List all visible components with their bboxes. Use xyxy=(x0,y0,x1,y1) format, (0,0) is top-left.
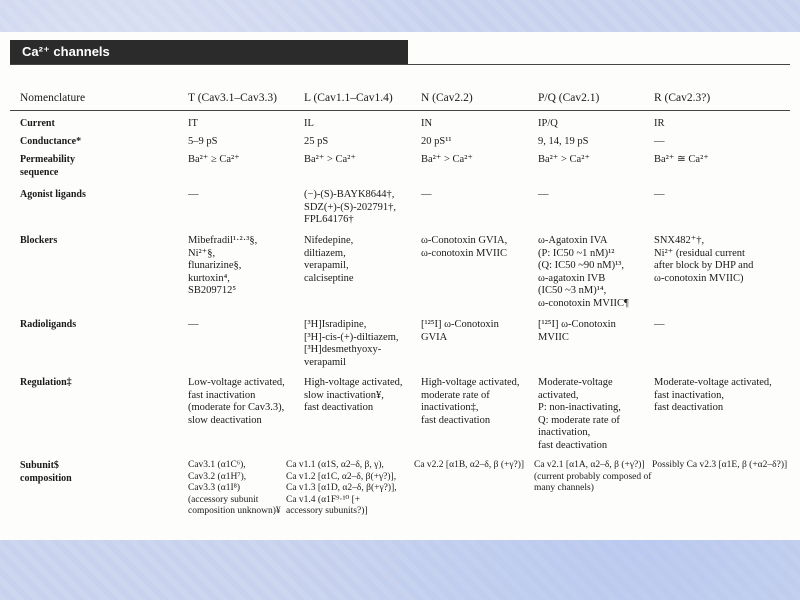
header-l-type: L (Cav1.1–Cav1.4) xyxy=(304,92,393,104)
cell-radioligands-t: — xyxy=(188,319,199,330)
cell-radioligands-r: — xyxy=(654,319,665,330)
cell-conductance-l: 25 pS xyxy=(304,136,329,147)
cell-permeability-r: Ba²⁺ ≅ Ca²⁺ xyxy=(654,154,709,165)
header-n-type: N (Cav2.2) xyxy=(421,92,473,104)
cell-conductance-pq: 9, 14, 19 pS xyxy=(538,136,589,147)
cell-subunits-r: Possibly Ca v2.3 [α1E, β (+α2–δ?)] xyxy=(652,460,788,470)
cell-conductance-r: — xyxy=(654,136,665,147)
cell-blockers-l: Nifedepine, diltiazem, verapamil, calciseptine xyxy=(304,235,354,284)
cell-permeability-t: Ba²⁺ ≥ Ca²⁺ xyxy=(188,154,240,165)
cell-agonists-pq: — xyxy=(538,189,549,200)
table-page xyxy=(0,32,800,540)
header-pq-type: P/Q (Cav2.1) xyxy=(538,92,600,104)
cell-subunits-t: Cav3.1 (α1C⁶), Cav3.2 (α1H⁷), Cav3.3 (α1I⁸) (accessory subunit composition unknown)¥ xyxy=(188,460,281,516)
title-rule xyxy=(10,64,790,65)
header-t-type: T (Cav3.1–Cav3.3) xyxy=(188,92,277,104)
cell-agonists-t: — xyxy=(188,189,199,200)
cell-blockers-t: Mibefradil¹·²·³§, Ni²⁺§, flunarizine§, kurtoxin⁴, SB209712⁵ xyxy=(188,235,258,296)
cell-current-t: IT xyxy=(188,118,198,129)
cell-current-n: IN xyxy=(421,118,433,129)
cell-permeability-n: Ba²⁺ > Ca²⁺ xyxy=(421,154,473,165)
cell-current-r: IR xyxy=(654,118,665,129)
row-label-radioligands: Radioligands xyxy=(20,319,77,330)
cell-radioligands-n: [¹²⁵I] ω-Conotoxin GVIA xyxy=(421,319,499,343)
cell-conductance-n: 20 pS¹¹ xyxy=(421,136,452,147)
cell-agonists-n: — xyxy=(421,189,432,200)
header-nomenclature: Nomenclature xyxy=(20,92,86,104)
row-label-regulation: Regulation‡ xyxy=(20,377,72,388)
cell-conductance-t: 5–9 pS xyxy=(188,136,218,147)
cell-permeability-pq: Ba²⁺ > Ca²⁺ xyxy=(538,154,590,165)
cell-blockers-n: ω-Conotoxin GVIA, ω-conotoxin MVIIC xyxy=(421,235,508,259)
cell-current-l: IL xyxy=(304,118,314,129)
cell-blockers-r: SNX482⁺†, Ni²⁺ (residual current after block by DHP and ω-conotoxin MVIIC) xyxy=(654,235,754,284)
cell-regulation-n: High-voltage activated, moderate rate of inactivation‡, fast deactivation xyxy=(421,377,520,426)
header-rule xyxy=(10,110,790,111)
cell-regulation-l: High-voltage activated, slow inactivation¥, fast deactivation xyxy=(304,377,403,413)
cell-radioligands-l: [³H]Isradipine, [³H]-cis-(+)-diltiazem, [³H]desmethyoxy- verapamil xyxy=(304,319,399,368)
cell-subunits-l: Ca v1.1 (α1S, α2–δ, β, γ), Ca v1.2 [α1C, α2–δ, β(+γ?)], Ca v1.3 [α1D, α2–δ, β(+γ?)], Ca v1.4 (α1F⁹·¹⁰ [+ accessory subunits?)] xyxy=(286,460,397,516)
cell-subunits-pq: Ca v2.1 [α1A, α2–δ, β (+γ?)] (current probably composed of many channels) xyxy=(534,460,652,493)
cell-agonists-l: (−)-(S)-BAYK8644†, SDZ(+)-(S)-202791†, FPL64176† xyxy=(304,189,396,225)
cell-regulation-t: Low-voltage activated, fast inactivation (moderate for Cav3.3), slow deactivation xyxy=(188,377,285,426)
table-title-banner: Ca²⁺ channels xyxy=(10,40,408,64)
row-label-permeability: Permeability sequence xyxy=(20,154,75,178)
cell-radioligands-pq: [¹²⁵I] ω-Conotoxin MVIIC xyxy=(538,319,616,343)
cell-current-pq: IP/Q xyxy=(538,118,558,129)
cell-subunits-n: Ca v2.2 [α1B, α2–δ, β (+γ?)] xyxy=(414,460,525,470)
cell-regulation-r: Moderate-voltage activated, fast inactivation, fast deactivation xyxy=(654,377,772,413)
row-label-subunits: Subunit$ composition xyxy=(20,460,72,484)
row-label-blockers: Blockers xyxy=(20,235,58,246)
cell-blockers-pq: ω-Agatoxin IVA (P: IC50 ~1 nM)¹² (Q: IC50 ~90 nM)¹³, ω-agatoxin IVB (IC50 ~3 nM)¹⁴, ω-conotoxin MVIIC¶ xyxy=(538,235,629,309)
cell-regulation-pq: Moderate-voltage activated, P: non-inactivating, Q: moderate rate of inactivation, fast deactivation xyxy=(538,377,621,451)
row-label-agonists: Agonist ligands xyxy=(20,189,86,200)
header-r-type: R (Cav2.3?) xyxy=(654,92,711,104)
cell-agonists-r: — xyxy=(654,189,665,200)
row-label-current: Current xyxy=(20,118,55,129)
row-label-conductance: Conductance* xyxy=(20,136,82,147)
cell-permeability-l: Ba²⁺ > Ca²⁺ xyxy=(304,154,356,165)
